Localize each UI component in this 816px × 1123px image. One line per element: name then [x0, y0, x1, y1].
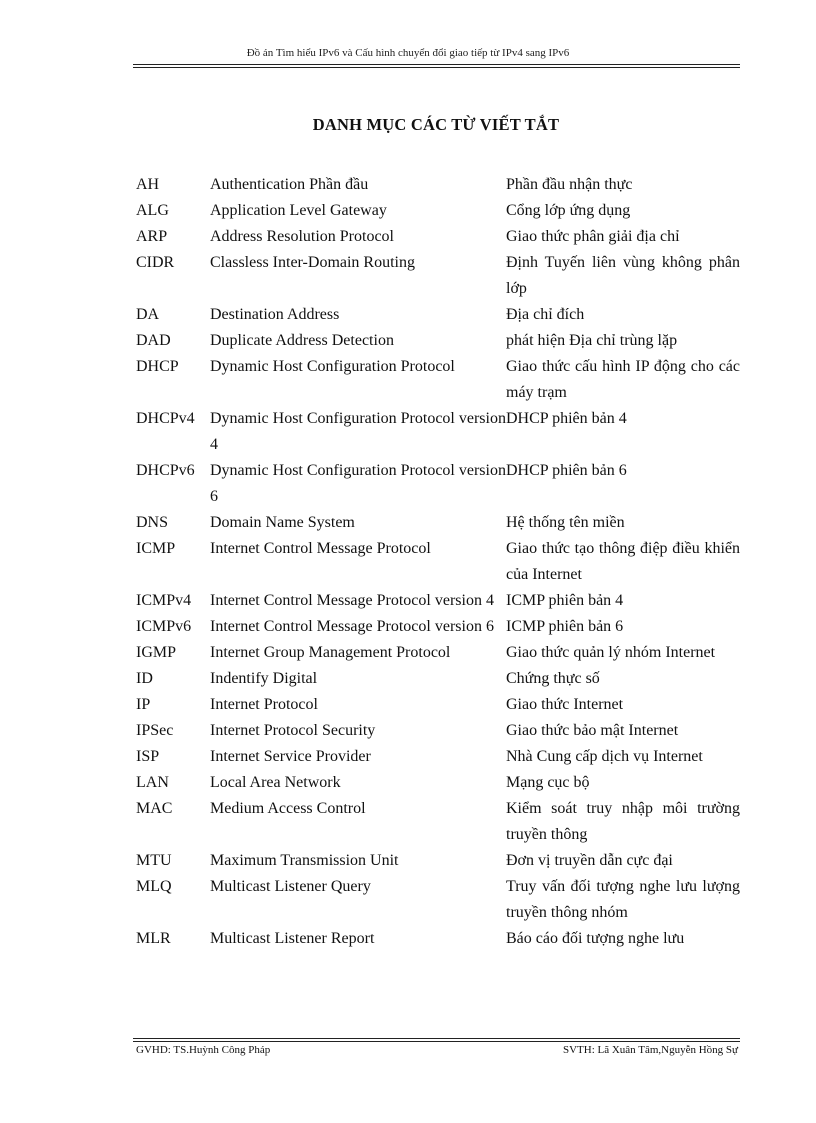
full-term: Application Level Gateway [210, 202, 387, 219]
full-term: Dynamic Host Configuration Protocol version 6 [210, 462, 506, 505]
abbreviation-row [136, 874, 740, 926]
page-header: Đồ án Tìm hiểu IPv6 và Cấu hình chuyển đổi giao tiếp từ IPv4 sang IPv6 [246, 47, 570, 59]
abbreviation-row [136, 718, 740, 744]
abbreviation: ICMPv6 [136, 618, 192, 635]
abbreviation-row [136, 328, 740, 354]
abbreviation: ALG [136, 202, 169, 219]
abbreviation: MAC [136, 800, 173, 817]
abbreviation: DAD [136, 332, 171, 349]
abbreviation: ISP [136, 748, 160, 765]
full-term: Internet Protocol [210, 696, 318, 713]
vietnamese-meaning: Truy vấn đối tượng nghe lưu lượng truyền thông nhóm [506, 878, 740, 921]
vietnamese-meaning: DHCP phiên bản 4 [506, 410, 627, 427]
abbreviation-row [136, 588, 740, 614]
full-term: Indentify Digital [210, 670, 318, 687]
abbreviation: IP [136, 696, 151, 713]
abbreviation-row [136, 354, 740, 406]
full-term: Multicast Listener Query [210, 878, 371, 895]
abbreviation: CIDR [136, 254, 175, 271]
vietnamese-meaning: DHCP phiên bản 6 [506, 462, 627, 479]
full-term: Domain Name System [210, 514, 355, 531]
abbreviation-row [136, 510, 740, 536]
abbreviation-row [136, 302, 740, 328]
vietnamese-meaning: Hệ thống tên miền [506, 514, 625, 531]
full-term: Internet Control Message Protocol version 4 [210, 592, 494, 609]
vietnamese-meaning: Chứng thực số [506, 670, 600, 687]
full-term: Internet Control Message Protocol [210, 540, 431, 557]
full-term: Authentication Phần đầu [210, 176, 369, 193]
abbreviation-row [136, 224, 740, 250]
full-term: Dynamic Host Configuration Protocol version 4 [210, 410, 506, 453]
abbreviation-row [136, 198, 740, 224]
vietnamese-meaning: Mạng cục bộ [506, 774, 590, 791]
full-term: Duplicate Address Detection [210, 332, 394, 349]
vietnamese-meaning: Đơn vị truyền dẫn cực đại [506, 852, 673, 869]
footer-rule [133, 1038, 740, 1042]
page-title: DANH MỤC CÁC TỪ VIẾT TẮT [312, 115, 560, 134]
header-rule [133, 64, 740, 68]
vietnamese-meaning: Địa chỉ đích [506, 306, 585, 323]
vietnamese-meaning: ICMP phiên bản 4 [506, 592, 624, 609]
full-term: Dynamic Host Configuration Protocol [210, 358, 455, 375]
vietnamese-meaning: Giao thức quản lý nhóm Internet [506, 644, 716, 661]
full-term: Internet Protocol Security [210, 722, 376, 739]
vietnamese-meaning: Giao thức tạo thông điệp điều khiển của Internet [506, 540, 740, 583]
abbreviation-row [136, 640, 740, 666]
vietnamese-meaning: ICMP phiên bản 6 [506, 618, 624, 635]
abbreviation: MTU [136, 852, 172, 869]
abbreviation-row [136, 770, 740, 796]
abbreviation-row [136, 744, 740, 770]
full-term: Internet Group Management Protocol [210, 644, 451, 661]
abbreviation-row [136, 796, 740, 848]
abbreviation-row [136, 848, 740, 874]
full-term: Destination Address [210, 306, 340, 323]
abbreviation-row [136, 692, 740, 718]
abbreviation: LAN [136, 774, 169, 791]
abbreviation: ID [136, 670, 153, 687]
vietnamese-meaning: Giao thức Internet [506, 696, 624, 713]
abbreviation-row [136, 666, 740, 692]
abbreviation: DA [136, 306, 160, 323]
full-term: Medium Access Control [210, 800, 366, 817]
vietnamese-meaning: Kiểm soát truy nhập môi trường truyền thông [506, 800, 740, 843]
full-term: Maximum Transmission Unit [210, 852, 399, 869]
vietnamese-meaning: Phần đầu nhận thực [506, 176, 633, 193]
vietnamese-meaning: Nhà Cung cấp dịch vụ Internet [506, 748, 703, 765]
abbreviation: AH [136, 176, 160, 193]
footer-advisor: GVHD: TS.Huỳnh Công Pháp [136, 1044, 271, 1056]
full-term: Internet Service Provider [210, 748, 371, 765]
abbreviation-row [136, 172, 740, 198]
abbreviation-row [136, 926, 740, 952]
vietnamese-meaning: Cổng lớp ứng dụng [506, 202, 631, 219]
full-term: Internet Control Message Protocol version 6 [210, 618, 494, 635]
abbreviation: DHCP [136, 358, 179, 375]
abbreviation: ICMP [136, 540, 176, 557]
abbreviation: MLQ [136, 878, 172, 895]
full-term: Classless Inter-Domain Routing [210, 254, 415, 271]
vietnamese-meaning: phát hiện Địa chỉ trùng lặp [506, 332, 678, 349]
abbreviation: ARP [136, 228, 168, 245]
abbreviation: ICMPv4 [136, 592, 192, 609]
footer-students: SVTH: Lã Xuân Tâm,Nguyễn Hồng Sự [562, 1044, 738, 1056]
abbreviation: DHCPv4 [136, 410, 195, 427]
full-term: Local Area Network [210, 774, 341, 791]
vietnamese-meaning: Giao thức bảo mật Internet [506, 722, 679, 739]
full-term: Multicast Listener Report [210, 930, 375, 947]
full-term: Address Resolution Protocol [210, 228, 394, 245]
vietnamese-meaning: Định Tuyến liên vùng không phân lớp [506, 254, 740, 297]
vietnamese-meaning: Báo cáo đối tượng nghe lưu [506, 930, 685, 947]
abbreviation: IGMP [136, 644, 177, 661]
abbreviation: DHCPv6 [136, 462, 195, 479]
abbreviation: IPSec [136, 722, 174, 739]
abbreviation-row [136, 536, 740, 588]
vietnamese-meaning: Giao thức phân giải địa chỉ [506, 228, 680, 245]
abbreviation: MLR [136, 930, 171, 947]
abbreviation-row [136, 458, 740, 510]
vietnamese-meaning: Giao thức cấu hình IP động cho các máy trạm [506, 358, 740, 401]
abbreviation-row [136, 250, 740, 302]
abbreviation-row [136, 614, 740, 640]
abbreviation-row [136, 406, 740, 458]
abbreviation-list [136, 172, 740, 952]
abbreviation: DNS [136, 514, 169, 531]
